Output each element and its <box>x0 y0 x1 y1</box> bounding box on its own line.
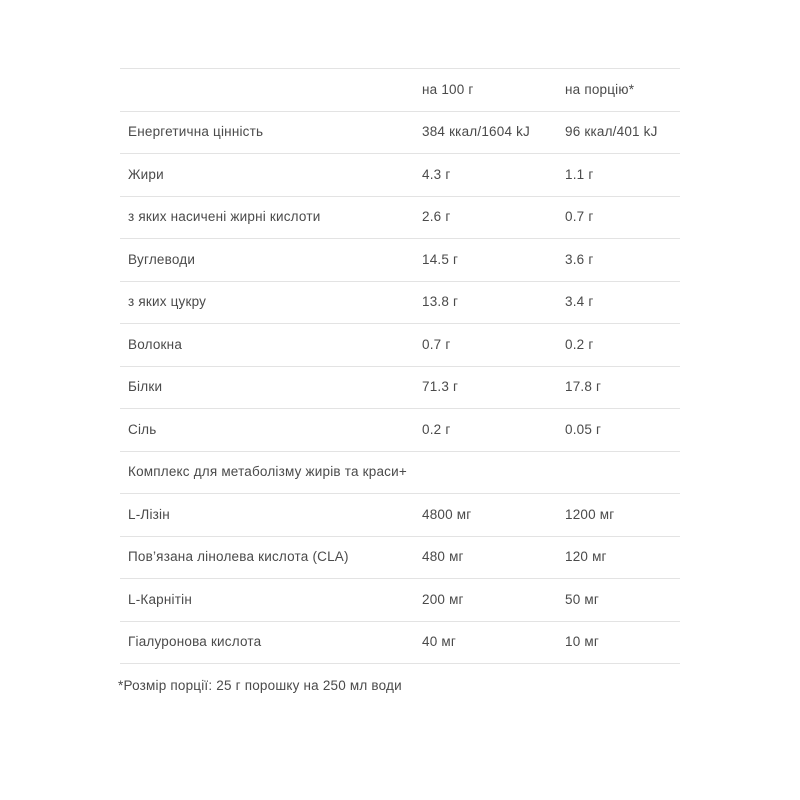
value-per-100g: 4.3 г <box>422 166 451 182</box>
value-per-portion: 1.1 г <box>565 166 594 182</box>
value-per-100g: 4800 мг <box>422 506 472 522</box>
value-per-100g: 200 мг <box>422 591 464 607</box>
value-per-100g: 71.3 г <box>422 379 459 395</box>
table-row <box>120 238 680 281</box>
row-label: Білки <box>128 379 163 395</box>
value-per-portion: 1200 мг <box>565 506 615 522</box>
table-row <box>120 493 680 536</box>
row-label: Вуглеводи <box>128 251 196 267</box>
value-per-100g: 0.2 г <box>422 421 451 437</box>
value-per-portion: 96 ккал/401 kJ <box>565 124 658 140</box>
value-per-portion: 0.2 г <box>565 336 594 352</box>
table-row <box>120 578 680 621</box>
value-per-portion: 10 мг <box>565 634 599 650</box>
row-label: Пов’язана лінолева кислота (CLA) <box>128 549 349 565</box>
row-label: Гіалуронова кислота <box>128 634 262 650</box>
table-row <box>120 111 680 154</box>
table-row <box>120 153 680 196</box>
row-label: L-Лізін <box>128 506 170 522</box>
value-per-portion: 3.4 г <box>565 294 594 310</box>
value-per-100g: 13.8 г <box>422 294 459 310</box>
section-header-row <box>120 451 680 494</box>
value-per-portion: 50 мг <box>565 591 599 607</box>
row-label: Волокна <box>128 336 183 352</box>
table-row <box>120 196 680 239</box>
value-per-portion: 0.7 г <box>565 209 594 225</box>
value-per-100g: 40 мг <box>422 634 456 650</box>
value-per-portion: 0.05 г <box>565 421 602 437</box>
column-header-per-portion: на порцію* <box>565 81 635 97</box>
value-per-100g: 384 ккал/1604 kJ <box>422 124 531 140</box>
nutrition-table <box>120 68 680 664</box>
value-per-portion: 3.6 г <box>565 251 594 267</box>
value-per-portion: 17.8 г <box>565 379 602 395</box>
table-row <box>120 536 680 579</box>
value-per-100g: 0.7 г <box>422 336 451 352</box>
section-header-label: Комплекс для метаболізму жирів та краси+ <box>128 464 407 480</box>
table-row <box>120 281 680 324</box>
value-per-100g: 2.6 г <box>422 209 451 225</box>
serving-size-footnote: *Розмір порції: 25 г порошку на 250 мл води <box>118 678 402 693</box>
row-label: Жири <box>128 166 164 182</box>
value-per-portion: 120 мг <box>565 549 607 565</box>
row-label: з яких насичені жирні кислоти <box>128 209 321 225</box>
column-header-per-100g: на 100 г <box>422 81 474 97</box>
table-row <box>120 408 680 451</box>
table-row <box>120 323 680 366</box>
table-row <box>120 621 680 664</box>
row-label: Сіль <box>128 421 157 437</box>
row-label: L-Карнітін <box>128 591 192 607</box>
value-per-100g: 480 мг <box>422 549 464 565</box>
table-header-row <box>120 68 680 111</box>
table-row <box>120 366 680 409</box>
value-per-100g: 14.5 г <box>422 251 459 267</box>
row-label: з яких цукру <box>128 294 207 310</box>
row-label: Енергетична цінність <box>128 124 264 140</box>
